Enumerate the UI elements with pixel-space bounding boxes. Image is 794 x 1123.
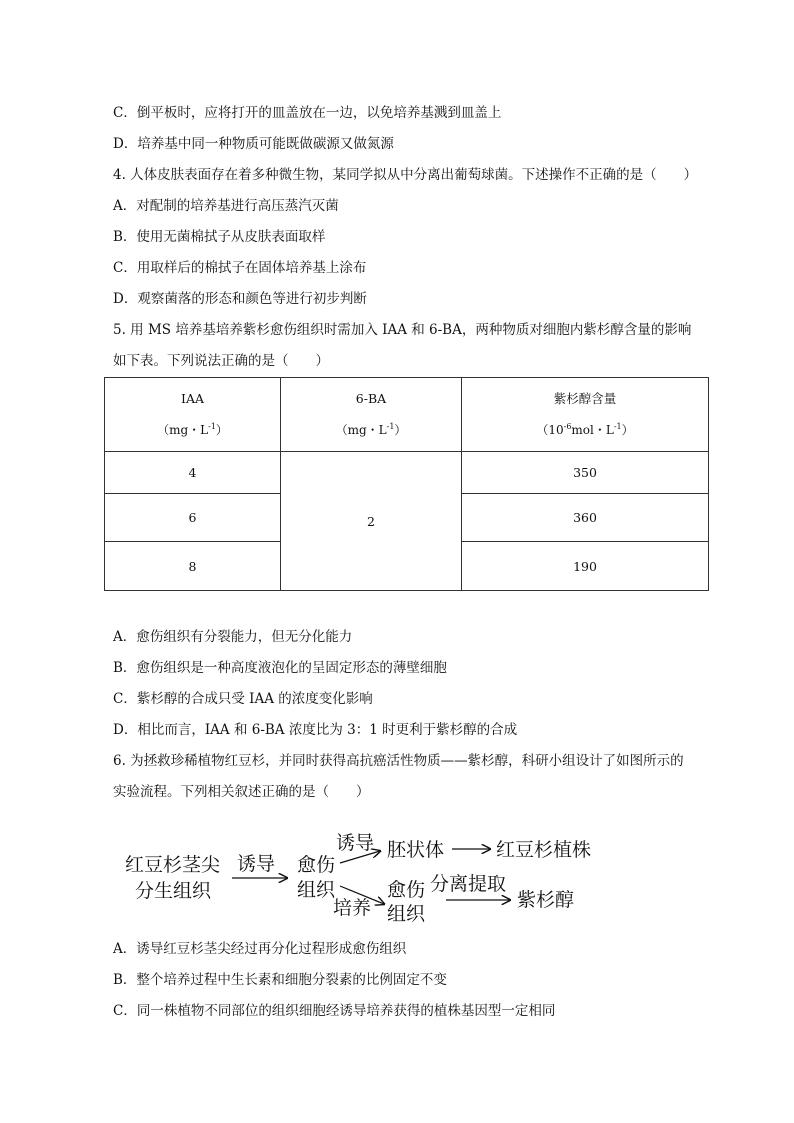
cell-iaa: 6: [105, 494, 281, 542]
table-row: [105, 452, 709, 494]
cell-content: 360: [462, 494, 709, 542]
flow-callus-line1: 愈伤: [297, 854, 336, 876]
header-iaa: [105, 378, 281, 452]
q5-option-d: D．相比而言，IAA 和 6-BA 浓度比为 3：1 时更利于紫杉醇的合成: [113, 722, 518, 738]
header-taxol-content: [462, 378, 709, 452]
q6-option-c: C．同一株植物不同部位的组织细胞经诱导培养获得的植株基因型一定相同: [113, 1003, 556, 1019]
flow-source-line1: 红豆杉茎尖: [125, 854, 221, 876]
q6-option-b: B．整个培养过程中生长素和细胞分裂素的比例固定不变: [113, 972, 447, 988]
flow-extract-label: 分离提取: [430, 873, 507, 895]
q3-option-c: C．倒平板时，应将打开的皿盖放在一边，以免培养基溅到皿盖上: [113, 105, 502, 121]
q4-option-d: D．观察菌落的形态和颜色等进行初步判断: [113, 291, 367, 307]
flow-arrow1-label: 诱导: [237, 853, 276, 875]
flow-callus2-line1: 愈伤: [387, 879, 426, 901]
q6-flow-diagram: [0, 820, 794, 930]
flow-upper-arrow-label: 诱导: [336, 832, 375, 854]
cell-content: 350: [462, 452, 709, 494]
flow-lower-arrow-label: 培养: [333, 897, 372, 919]
q5-option-c: C．紫杉醇的合成只受 IAA 的浓度变化影响: [113, 691, 373, 707]
q5-stem-line1: 5. 用 MS 培养基培养紫杉愈伤组织时需加入 IAA 和 6-BA，两种物质对细胞内紫杉醇含量的影响: [113, 322, 692, 338]
header-6ba-unit: （mg・$L^{-1}$）: [335, 422, 407, 437]
header-taxol-unit: （$10^{-6}mol$・$L^{-1}$）: [536, 422, 634, 437]
q4-option-b: B．使用无菌棉拭子从皮肤表面取样: [113, 229, 326, 245]
table-header-row: [105, 378, 709, 452]
q5-option-b: B．愈伤组织是一种高度液泡化的呈固定形态的薄壁细胞: [113, 660, 447, 676]
q6-stem-line2: 实验流程。下列相关叙述正确的是（ ）: [113, 784, 370, 800]
q4-stem: 4. 人体皮肤表面存在着多种微生物，某同学拟从中分离出葡萄球菌。下述操作不正确的是（ ）: [113, 167, 698, 183]
flow-embryoid: 胚状体: [387, 839, 445, 861]
header-6ba-label: 6-BA: [355, 391, 387, 406]
q6-stem-line1: 6. 为拯救珍稀植物红豆杉，并同时获得高抗癌活性物质——紫杉醇，科研小组设计了如图所示的: [113, 753, 684, 769]
cell-6ba-merged: 2: [281, 452, 462, 591]
q5-option-a: A．愈伤组织有分裂能力，但无分化能力: [113, 629, 353, 645]
header-iaa-label: IAA: [181, 391, 204, 406]
header-iaa-unit: （mg・$L^{-1}$）: [157, 422, 228, 437]
cell-content: 190: [462, 542, 709, 591]
q4-option-c: C．用取样后的棉拭子在固体培养基上涂布: [113, 260, 367, 276]
flow-plant: 红豆杉植株: [496, 839, 592, 861]
q5-data-table: [104, 377, 709, 591]
q4-option-a: A．对配制的培养基进行高压蒸汽灭菌: [113, 198, 339, 214]
header-taxol-label: 紫杉醇含量: [553, 391, 617, 406]
q6-option-a: A．诱导红豆杉茎尖经过再分化过程形成愈伤组织: [113, 941, 407, 957]
flow-callus-line2: 组织: [297, 879, 336, 901]
flow-source-line2: 分生组织: [135, 880, 212, 902]
q3-option-d: D．培养基中同一种物质可能既做碳源又做氮源: [113, 136, 394, 152]
flow-callus2-line2: 组织: [387, 903, 426, 925]
header-6ba: [281, 378, 462, 452]
flow-taxol: 紫杉醇: [517, 889, 575, 911]
cell-iaa: 8: [105, 542, 281, 591]
q5-stem-line2: 如下表。下列说法正确的是（ ）: [113, 353, 329, 369]
cell-iaa: 4: [105, 452, 281, 494]
